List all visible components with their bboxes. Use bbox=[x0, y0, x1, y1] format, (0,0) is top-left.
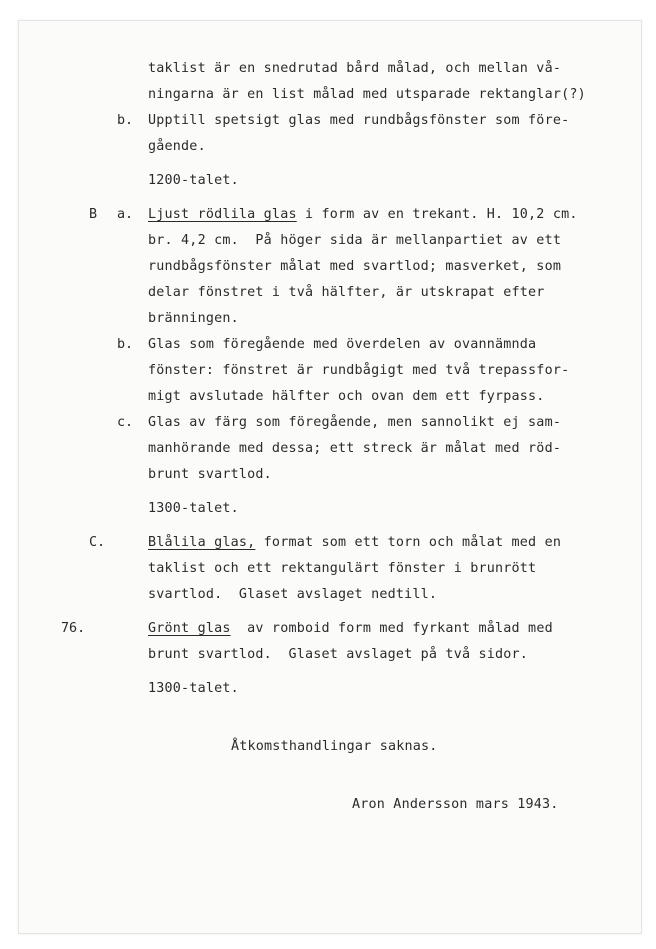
section-b-a-title: Ljust rödlila glas bbox=[148, 207, 297, 222]
section-b-b-line-2: fönster: fönstret är rundbågigt med två trepassfor- bbox=[148, 363, 570, 378]
section-c-line-1-rest: format som ett torn och målat med en bbox=[255, 535, 562, 550]
item-76-line-1-rest: av romboid form med fyrkant målad med bbox=[230, 621, 553, 636]
section-b-a-line-1 bbox=[148, 207, 578, 223]
date-1300-b: 1300-talet. bbox=[148, 501, 239, 516]
section-b-b-line-1: Glas som föregående med överdelen av ovannämnda bbox=[148, 337, 537, 352]
date-1300-76: 1300-talet. bbox=[148, 681, 239, 696]
section-b-label: B bbox=[89, 207, 98, 222]
section-c-line-2: taklist och ett rektangulärt fönster i brunrött bbox=[148, 561, 537, 576]
section-c-line-3: svartlod. Glaset avslaget nedtill. bbox=[148, 587, 438, 602]
item-76-title: Grönt glas bbox=[148, 621, 231, 636]
section-b-a-line-3: rundbågsfönster målat med svartlod; masverket, som bbox=[148, 259, 562, 274]
item-b-line-1: Upptill spetsigt glas med rundbågsfönster som före- bbox=[148, 113, 570, 128]
document-page bbox=[18, 20, 642, 934]
section-c-label: C. bbox=[89, 535, 106, 550]
section-b-c-label: c. bbox=[117, 415, 134, 430]
section-b-c-line-2: manhörande med dessa; ett streck är målat med röd- bbox=[148, 441, 562, 456]
item-76-line-2: brunt svartlod. Glaset avslaget på två sidor. bbox=[148, 647, 529, 662]
section-c-title: Blålila glas, bbox=[148, 535, 256, 550]
footer-note: Åtkomsthandlingar saknas. bbox=[231, 739, 438, 754]
section-b-a-line-2: br. 4,2 cm. På höger sida är mellanpartiet av ett bbox=[148, 233, 562, 248]
item-b-label: b. bbox=[117, 113, 134, 128]
item-b-line-2: gående. bbox=[148, 139, 206, 154]
item-76-line-1 bbox=[148, 621, 553, 637]
section-b-b-line-3: migt avslutade hälfter och ovan dem ett fyrpass. bbox=[148, 389, 545, 404]
section-b-a-line-1-rest: i form av en trekant. H. 10,2 cm. bbox=[296, 207, 578, 222]
signature: Aron Andersson mars 1943. bbox=[352, 797, 559, 812]
section-b-a-line-4: delar fönstret i två hälfter, är utskrapat efter bbox=[148, 285, 545, 300]
section-b-b-label: b. bbox=[117, 337, 134, 352]
section-c-line-1 bbox=[148, 535, 561, 551]
item-76-label: 76. bbox=[61, 621, 86, 636]
date-1200: 1200-talet. bbox=[148, 173, 239, 188]
continuation-line-1: taklist är en snedrutad bård målad, och mellan vå- bbox=[148, 61, 562, 76]
section-b-a-label: a. bbox=[117, 207, 134, 222]
section-b-c-line-1: Glas av färg som föregående, men sannolikt ej sam- bbox=[148, 415, 562, 430]
continuation-line-2: ningarna är en list målad med utsparade rektanglar(?) bbox=[148, 87, 586, 102]
section-b-c-line-3: brunt svartlod. bbox=[148, 467, 272, 482]
section-b-a-line-5: bränningen. bbox=[148, 311, 239, 326]
